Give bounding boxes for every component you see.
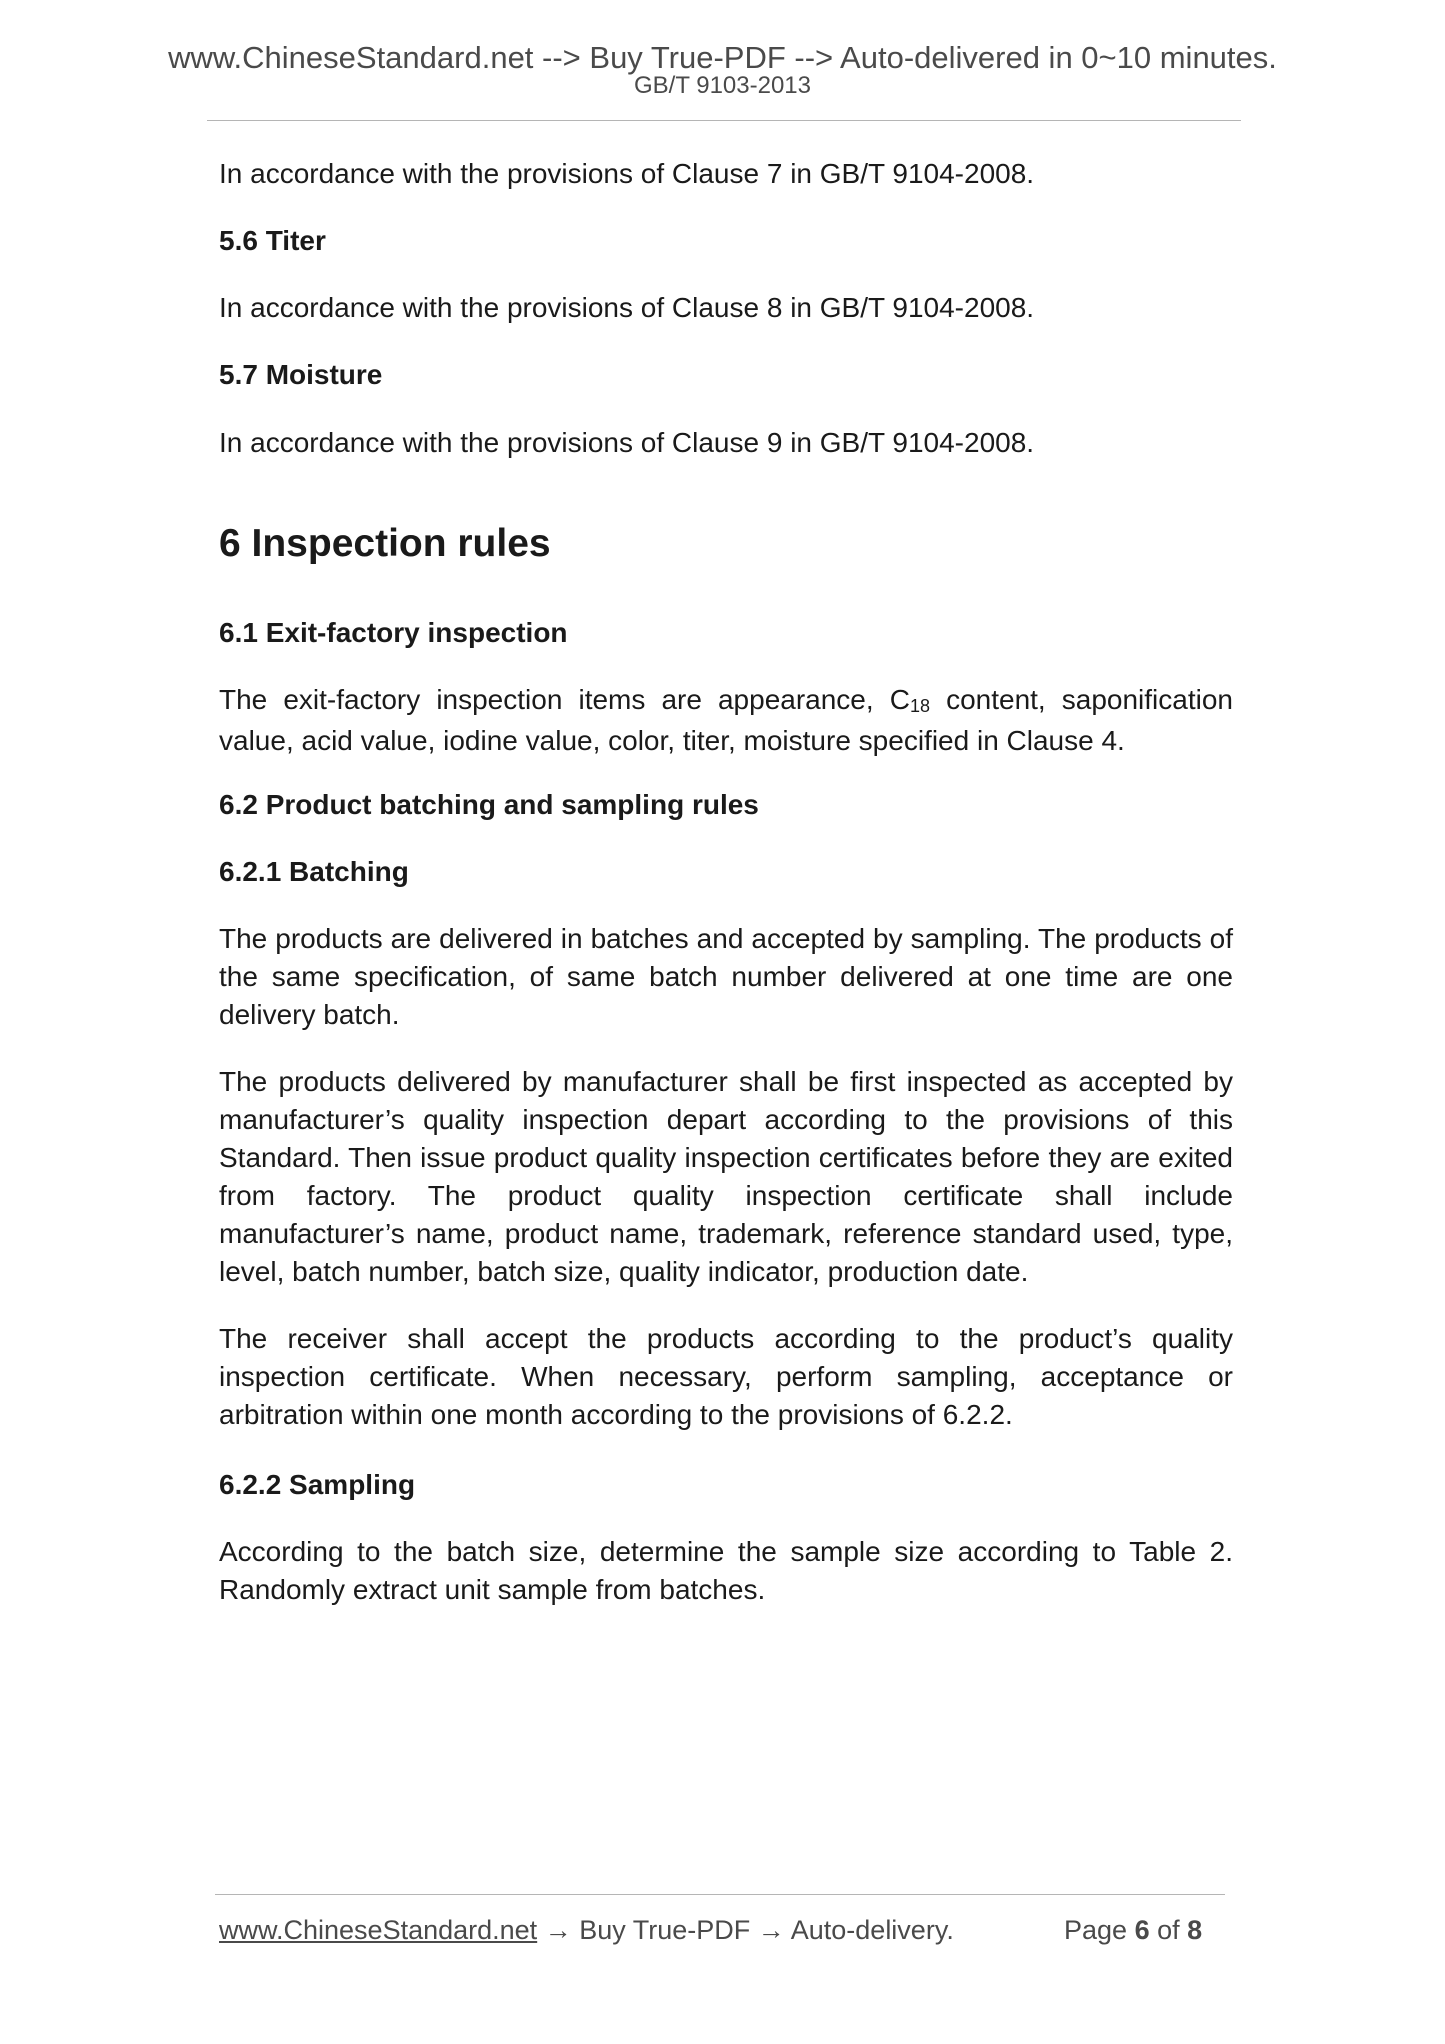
footer-left (219, 1912, 954, 1948)
document-id: GB/T 9103-2013 (633, 72, 811, 99)
page-of: of (1149, 1915, 1188, 1945)
page-current: 6 (1134, 1915, 1150, 1945)
heading-5-7: 5.7 Moisture (219, 359, 383, 390)
paragraph-6-1-subscript: 18 (909, 696, 930, 716)
paragraph-6-1 (219, 681, 1233, 760)
heading-6-1: 6.1 Exit-factory inspection (219, 617, 568, 648)
page-total: 8 (1187, 1915, 1203, 1945)
heading-6: 6 Inspection rules (219, 522, 551, 565)
paragraph-6-2-2: According to the batch size, determine the sample size according to Table 2. Randomly extract unit sample from batches. (219, 1536, 1233, 1605)
heading-6-2-2: 6.2.2 Sampling (219, 1469, 416, 1500)
header-divider (207, 120, 1241, 121)
paragraph-6-2-1-c: The receiver shall accept the products according to the product’s quality inspection certificate. When necessary, perform sampling, acceptance or arbitration within one month according to the provisions of 6.2.2. (219, 1323, 1233, 1430)
paragraph-6-2-1-a: The products are delivered in batches and accepted by sampling. The products of the same specification, of same batch number delivered at one time are one delivery batch. (219, 923, 1233, 1030)
paragraph-6-1-text-b: content, saponification value, acid value, iodine value, color, titer, moisture specified in Clause 4. (219, 684, 1233, 756)
footer-divider (215, 1894, 1225, 1895)
heading-5-6: 5.6 Titer (219, 225, 326, 256)
page-label: Page (1064, 1915, 1135, 1945)
footer-site-link[interactable]: www.ChineseStandard.net (219, 1915, 538, 1945)
footer-delivery-text: → Buy True-PDF → Auto-delivery. (537, 1915, 954, 1945)
paragraph-6-2-1-b: The products delivered by manufacturer shall be first inspected as accepted by manufacturer’s quality inspection depart according to the provisions of this Standard. Then issue product quality inspection certificates before they are exited from factory. The product quality inspection certificate shall include manufacturer’s name, product name, trademark, reference standard used, type, level, batch number, batch size, quality indicator, production date. (219, 1066, 1233, 1287)
heading-6-2-1: 6.2.1 Batching (219, 856, 409, 887)
paragraph-clause-8: In accordance with the provisions of Clause 8 in GB/T 9104-2008. (219, 292, 1035, 323)
paragraph-6-1-text-a: The exit-factory inspection items are appearance, C (219, 684, 910, 715)
heading-6-2: 6.2 Product batching and sampling rules (219, 789, 759, 820)
page-indicator (1064, 1912, 1202, 1948)
paragraph-clause-9: In accordance with the provisions of Clause 9 in GB/T 9104-2008. (219, 427, 1035, 458)
top-banner: www.ChineseStandard.net --> Buy True-PDF --> Auto-delivered in 0~10 minutes. (168, 40, 1277, 75)
paragraph-clause-7: In accordance with the provisions of Clause 7 in GB/T 9104-2008. (219, 158, 1035, 189)
